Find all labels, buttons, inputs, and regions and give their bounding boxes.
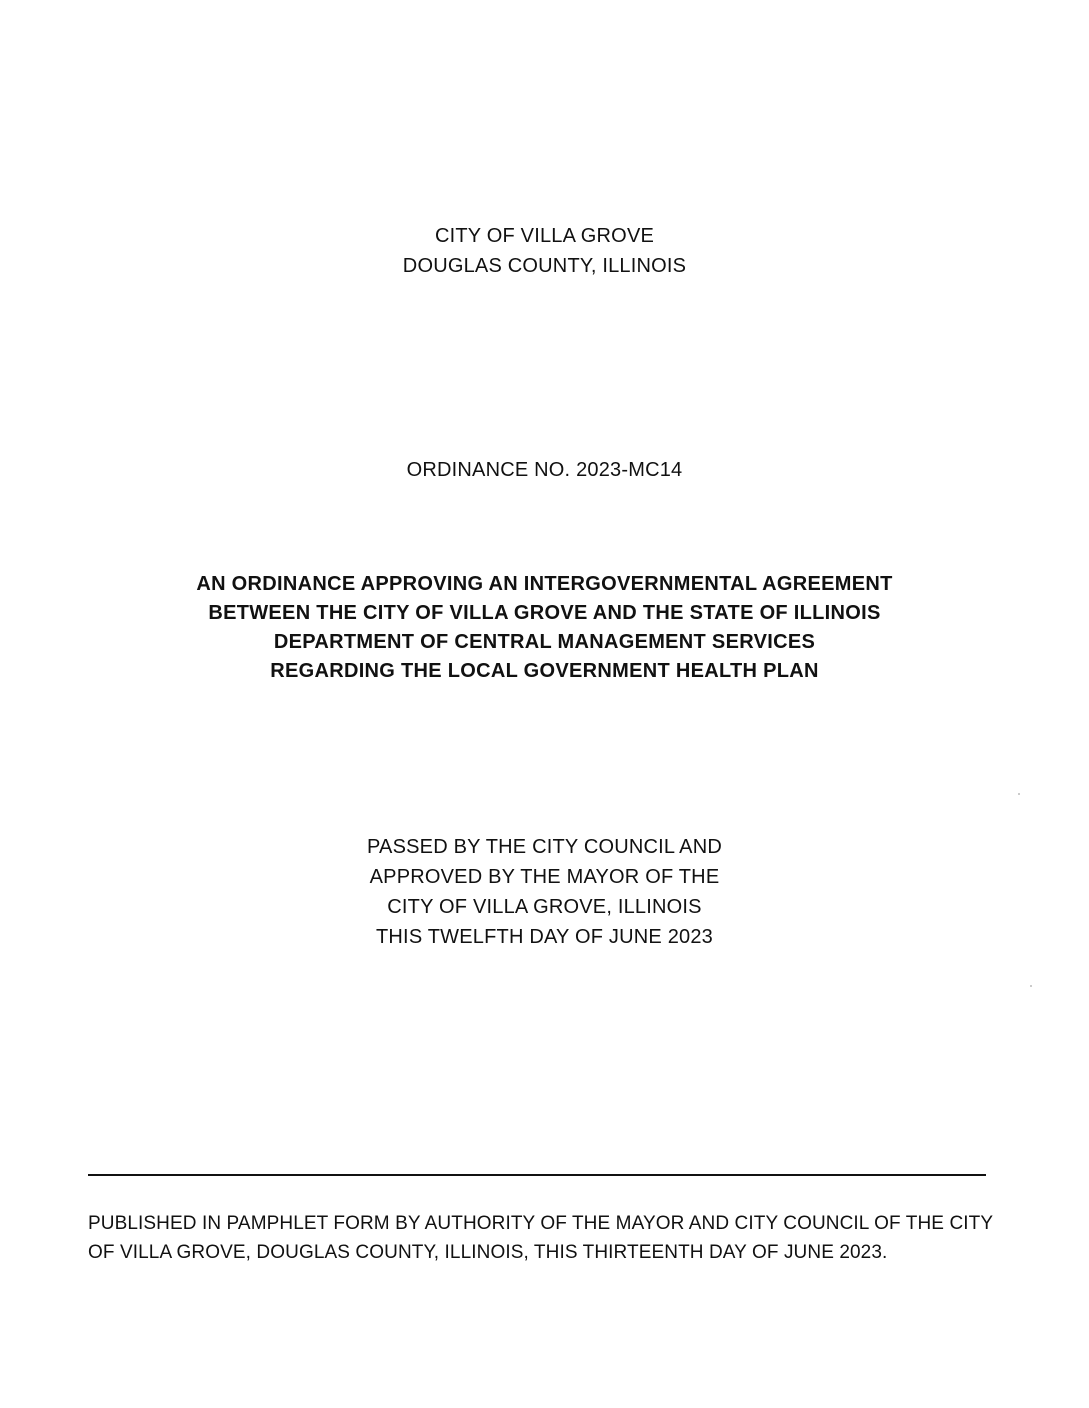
title-line-2: BETWEEN THE CITY OF VILLA GROVE AND THE STATE OF ILLINOIS (208, 602, 881, 624)
publication-line-1: PUBLISHED IN PAMPHLET FORM BY AUTHORITY OF THE MAYOR AND CITY COUNCIL OF THE CITY (88, 1213, 994, 1234)
ordinance-number: ORDINANCE NO. 2023-MC14 (406, 459, 683, 481)
scan-speck (1018, 793, 1020, 795)
horizontal-rule-divider (88, 1174, 986, 1176)
county-state-line: DOUGLAS COUNTY, ILLINOIS (402, 255, 687, 277)
passed-line-2: APPROVED BY THE MAYOR OF THE (369, 866, 720, 888)
title-line-4: REGARDING THE LOCAL GOVERNMENT HEALTH PLAN (270, 660, 819, 682)
passed-line-3: CITY OF VILLA GROVE, ILLINOIS (387, 896, 702, 918)
publication-line-2: OF VILLA GROVE, DOUGLAS COUNTY, ILLINOIS, THIS THIRTEENTH DAY OF JUNE 2023. (88, 1242, 888, 1263)
ordinance-number-block (0, 455, 1089, 485)
passed-line-1: PASSED BY THE CITY COUNCIL AND (367, 836, 722, 858)
passed-line-4: THIS TWELFTH DAY OF JUNE 2023 (376, 926, 713, 948)
city-county-heading (0, 221, 1089, 281)
passed-approved-statement (0, 832, 1089, 952)
title-line-3: DEPARTMENT OF CENTRAL MANAGEMENT SERVICES (273, 631, 816, 653)
publication-statement (88, 1209, 998, 1267)
scan-speck (1030, 985, 1032, 987)
city-name-line: CITY OF VILLA GROVE (434, 225, 655, 247)
ordinance-title (0, 570, 1089, 686)
title-line-1: AN ORDINANCE APPROVING AN INTERGOVERNMENTAL AGREEMENT (196, 573, 893, 595)
